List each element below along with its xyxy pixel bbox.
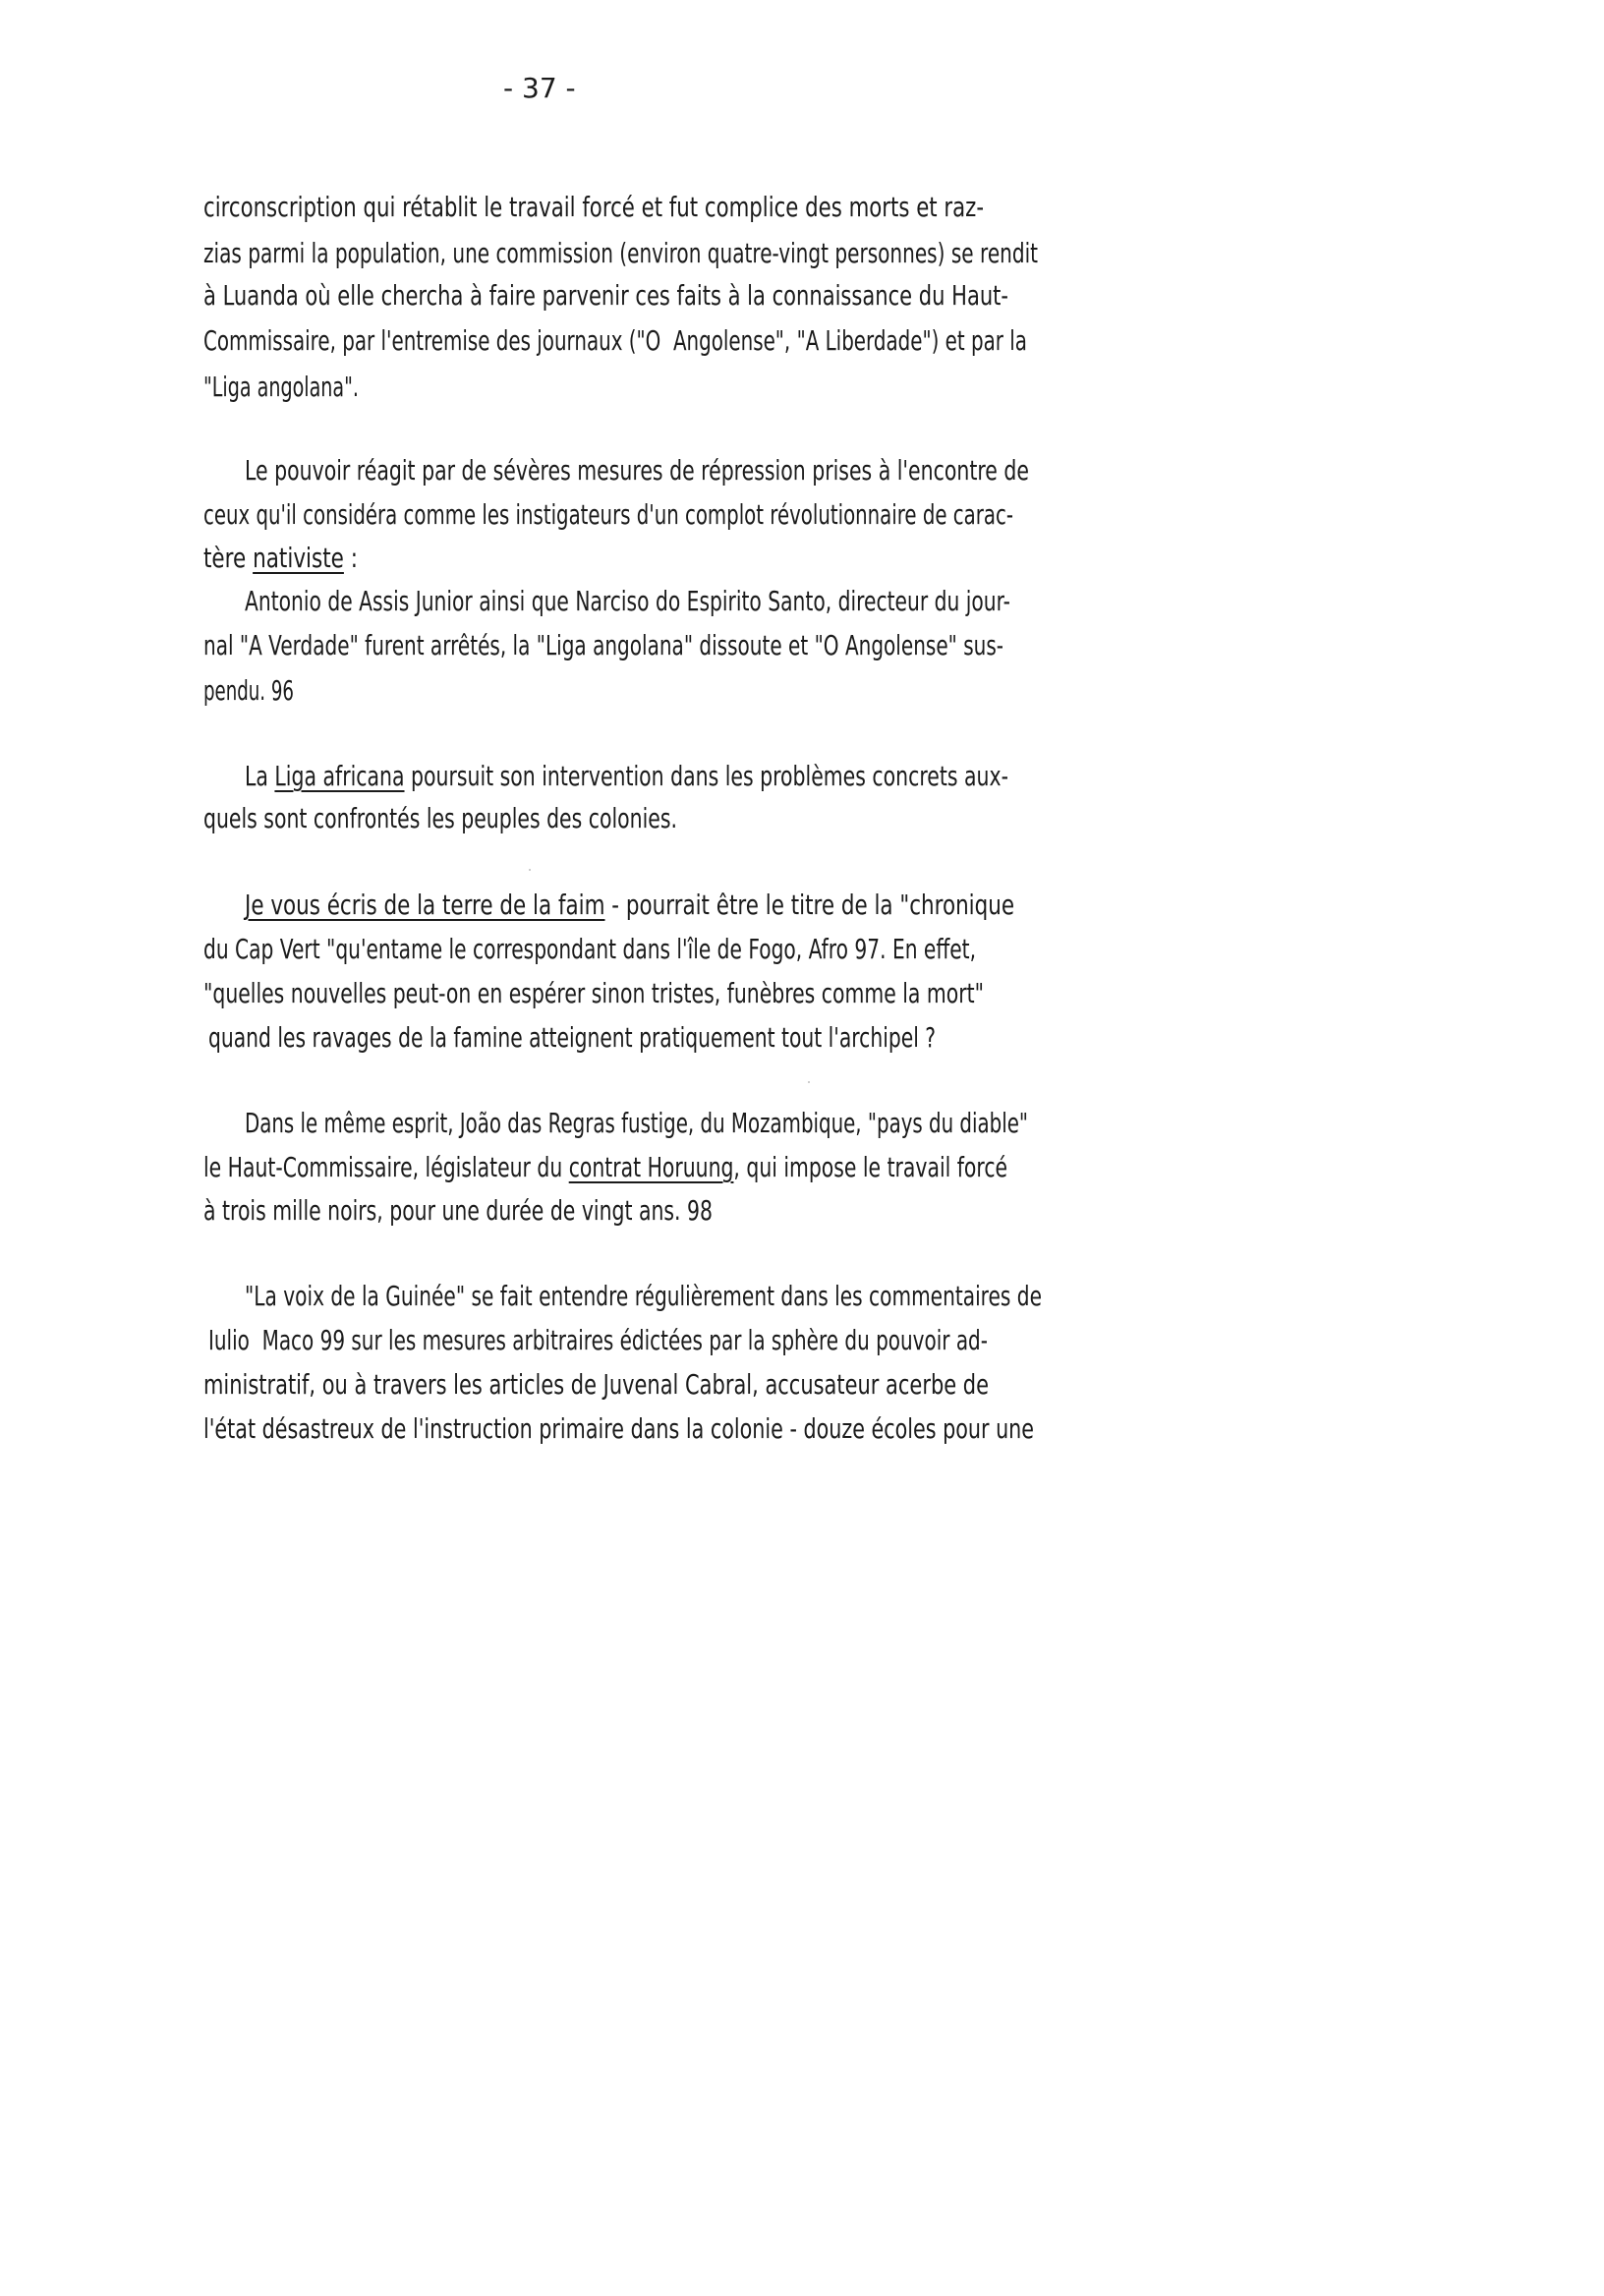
text-line: [203, 498, 1013, 531]
text-line: [245, 585, 1010, 617]
text-run: , qui impose le travail forcé: [733, 1151, 1008, 1183]
text-line: [203, 191, 985, 223]
text-line: [203, 977, 985, 1009]
text-line: [203, 373, 359, 401]
text-line: [245, 454, 1029, 487]
text-run: ceux qu'il considéra comme les instigateurs d'un complot révolutionnaire de carac-: [203, 498, 1013, 531]
text-run: Iulio Maco 99 sur les mesures arbitraires édictées par la sphère du pouvoir ad-: [208, 1324, 988, 1356]
text-run: Commissaire, par l'entremise des journaux ("O Angolense", "A Liberdade") et par la: [203, 324, 1027, 357]
text-run: circonscription qui rétablit le travail forcé et fut complice des morts et raz-: [203, 191, 985, 223]
underlined-term: Je vous écris de la terre de la faim: [245, 889, 605, 921]
underlined-term: nativiste: [253, 542, 344, 574]
text-run: Le pouvoir réagit par de sévères mesures de répression prises à l'encontre de: [245, 454, 1029, 487]
text-line: [203, 1412, 1035, 1445]
text-line: [203, 933, 977, 965]
text-line: [245, 1280, 1042, 1312]
text-line: [245, 1107, 1028, 1139]
text-run: Dans le même esprit, João das Regras fustige, du Mozambique, "pays du diable": [245, 1107, 1028, 1139]
text-line: [203, 1151, 1008, 1183]
text-line: [203, 1194, 713, 1227]
text-line: [203, 237, 1039, 269]
text-line: [245, 760, 1008, 792]
scan-speck: [529, 869, 531, 871]
text-line: [208, 1324, 988, 1356]
text-line: [203, 674, 294, 707]
text-run: Antonio de Assis Junior ainsi que Narciso do Espirito Santo, directeur du jour-: [245, 585, 1010, 617]
text-run: quels sont confrontés les peuples des colonies.: [203, 802, 677, 834]
text-run: "La voix de la Guinée" se fait entendre régulièrement dans les commentaires de: [245, 1280, 1042, 1312]
text-run: "quelles nouvelles peut-on en espérer sinon tristes, funèbres comme la mort": [203, 977, 985, 1009]
page-number: - 37 -: [503, 72, 576, 104]
scan-speck: [808, 1081, 810, 1083]
text-run: pendu. 96: [203, 674, 294, 707]
text-run: quand les ravages de la famine atteignent pratiquement tout l'archipel ?: [208, 1021, 937, 1054]
text-run: tère: [203, 542, 254, 574]
text-run: zias parmi la population, une commission (environ quatre-vingt personnes) se rendit: [203, 237, 1039, 269]
text-line: [203, 542, 358, 574]
text-run: poursuit son intervention dans les problèmes concrets aux-: [404, 760, 1008, 792]
text-line: [203, 324, 1027, 357]
text-run: le Haut-Commissaire, législateur du: [203, 1151, 569, 1183]
text-run: à Luanda où elle chercha à faire parvenir ces faits à la connaissance du Haut-: [203, 279, 1009, 312]
text-run: La: [245, 760, 275, 792]
text-run: à trois mille noirs, pour une durée de vingt ans. 98: [203, 1194, 713, 1227]
underlined-term: contrat Horuung: [568, 1151, 734, 1183]
text-line: [245, 891, 1014, 919]
text-line: [203, 279, 1009, 312]
underlined-term: Liga africana: [274, 760, 405, 792]
text-run: l'état désastreux de l'instruction primaire dans la colonie - douze écoles pour une: [203, 1412, 1035, 1445]
text-run: nal "A Verdade" furent arrêtés, la "Liga angolana" dissoute et "O Angolense" sus-: [203, 629, 1004, 661]
text-line: [208, 1021, 937, 1054]
text-line: [203, 1368, 990, 1401]
text-run: "Liga angolana".: [203, 371, 359, 403]
text-run: :: [343, 542, 358, 574]
text-run: du Cap Vert "qu'entame le correspondant dans l'île de Fogo, Afro 97. En effet,: [203, 933, 977, 965]
text-run: - pourrait être le titre de la "chronique: [604, 889, 1015, 921]
text-line: [203, 629, 1004, 661]
text-run: ministratif, ou à travers les articles de Juvenal Cabral, accusateur acerbe de: [203, 1368, 990, 1401]
text-line: [203, 802, 677, 834]
